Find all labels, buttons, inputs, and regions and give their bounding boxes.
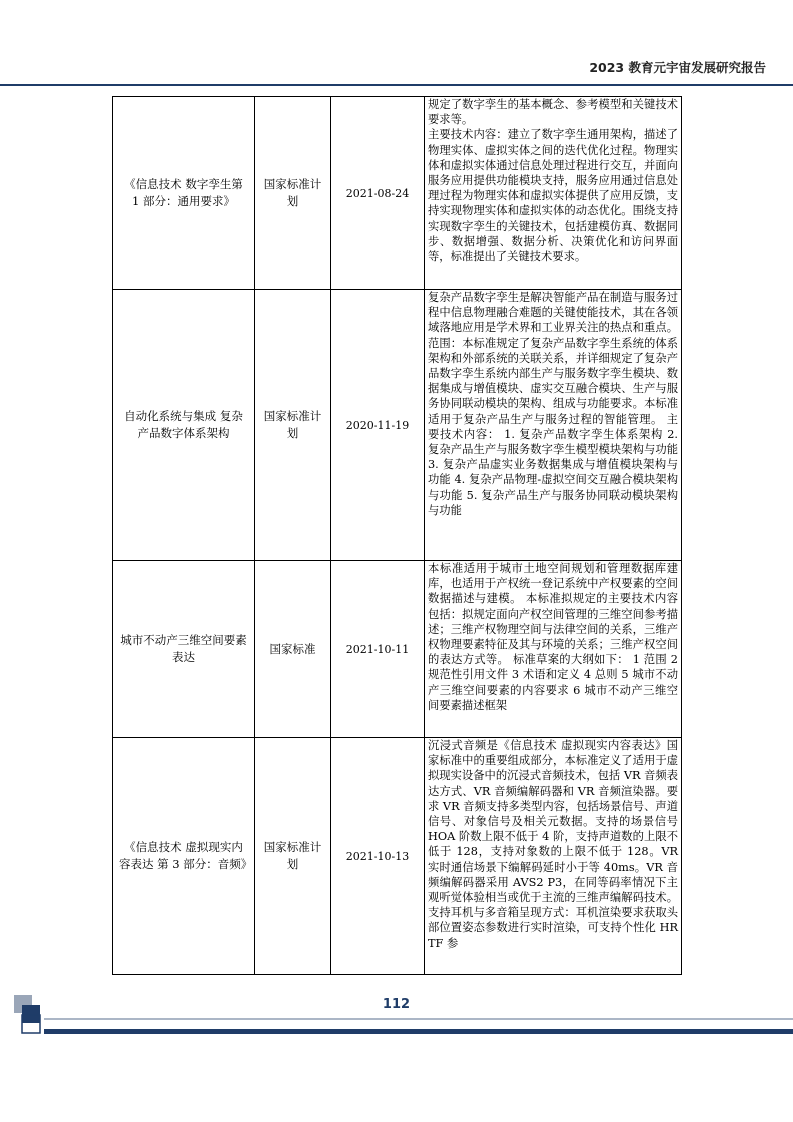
standard-type: 国家标准计划 <box>255 290 331 561</box>
standard-description <box>425 290 682 561</box>
table-row <box>113 738 682 975</box>
description-paragraph: 本标准适用于城市土地空间规划和管理数据库建库，也适用于产权统一登记系统中产权要素的空间数据描述与建模。 本标准拟规定的主要技术内容包括：拟规定面向产权空间管理的三维空间参考描述；三维产权物理空间与法律空间的关系，三维产权物理要素特征及其与环境的关系；三维产权空间的表达方式等。 标准草案的大纲如下： 1 范围 2 规范性引用文件 3 术语和定义 4 总则 5 城市不动产三维空间要素的内容要求 6 城市不动产三维空间要素描述框架 <box>428 562 678 712</box>
standard-type: 国家标准计划 <box>255 97 331 290</box>
table-row <box>113 561 682 738</box>
standard-name: 《信息技术 虚拟现实内容表达 第 3 部分：音频》 <box>113 738 255 975</box>
standard-type: 国家标准 <box>255 561 331 738</box>
standard-description <box>425 561 682 738</box>
description-paragraph: 复杂产品数字孪生是解决智能产品在制造与服务过程中信息物理融合难题的关键使能技术，其在各领域落地应用是学术界和工业界关注的热点和重点。范围：本标准规定了复杂产品数字孪生系统的体系架构和外部系统的关联关系，并详细规定了复杂产品数字孪生系统内部生产与服务数字孪生模块、数据集成与增值模块、虚实交互融合模块、生产与服务协同联动模块的架构、组成与功能要求。本标准适用于复杂产品生产与服务过程的智能管理。 主要技术内容： 1. 复杂产品数字孪生体系架构 2. 复杂产品生产与服务数字孪生模型模块架构与功能 3. 复杂产品虚实业务数据集成与增值模块架构与功能 4. 复杂产品物理-虚拟空间交互融合模块架构与功能 5. 复杂产品生产与服务协同联动模块架构与功能 <box>428 291 678 517</box>
standard-type: 国家标准计划 <box>255 738 331 975</box>
standard-date: 2021-10-13 <box>331 738 425 975</box>
footer-rule-thick <box>44 1029 793 1034</box>
description-paragraph: 主要技术内容：建立了数字孪生通用架构，描述了物理实体、虚拟实体之间的迭代优化过程。物理实体和虚拟实体通过信息处理过程进行交互，并面向服务应用提供功能模块支持，服务应用通过信息处理过程为物理实体和虚拟实体提供了应用反馈，支持实现物理实体和虚拟实体的动态优化。围绕支持实现数字孪生的关键技术，包括建模仿真、数据同步、数据增强、数据分析、决策优化和访问界面等，标准提出了关键技术要求。 <box>428 128 678 264</box>
page-number: 112 <box>382 997 411 1012</box>
report-header-title: 2023 教育元宇宙发展研究报告 <box>589 60 766 75</box>
description-paragraph: 沉浸式音频是《信息技术 虚拟现实内容表达》国家标准中的重要组成部分，本标准定义了适用于虚拟现实设备中的沉浸式音频技术，包括 VR 音频表达方式、VR 音频编解码器和 VR 音频渲染器。要求 VR 音频支持多类型内容，包括场景信号、声道信号、对象信号及相关元数据。支持的场景信号 HOA 阶数上限不低于 4 阶，支持声道数的上限不低于 128，支持对象数的上限不低于 128。VR 实时通信场景下编解码延时小于等 40ms。VR 音频编解码器采用 AVS2 P3，在同等码率情况下主观听觉体验相当或优于主流的三维声编解码技术。支持耳机与多音箱呈现方式：耳机渲染要求获取头部位置姿态参数进行实时渲染，可支持个性化 HRTF 参 <box>428 739 678 950</box>
description-paragraph: 规定了数字孪生的基本概念、参考模型和关键技术要求等。 <box>428 98 678 127</box>
standard-description <box>425 97 682 290</box>
standard-name: 《信息技术 数字孪生第 1 部分：通用要求》 <box>113 97 255 290</box>
standard-date: 2020-11-19 <box>331 290 425 561</box>
standard-date: 2021-08-24 <box>331 97 425 290</box>
standard-name: 城市不动产三维空间要素表达 <box>113 561 255 738</box>
standards-table <box>112 96 682 975</box>
standard-description <box>425 738 682 975</box>
standard-name: 自动化系统与集成 复杂产品数字体系架构 <box>113 290 255 561</box>
standard-date: 2021-10-11 <box>331 561 425 738</box>
table-row <box>113 290 682 561</box>
table-row <box>113 97 682 290</box>
header-rule <box>0 84 793 86</box>
